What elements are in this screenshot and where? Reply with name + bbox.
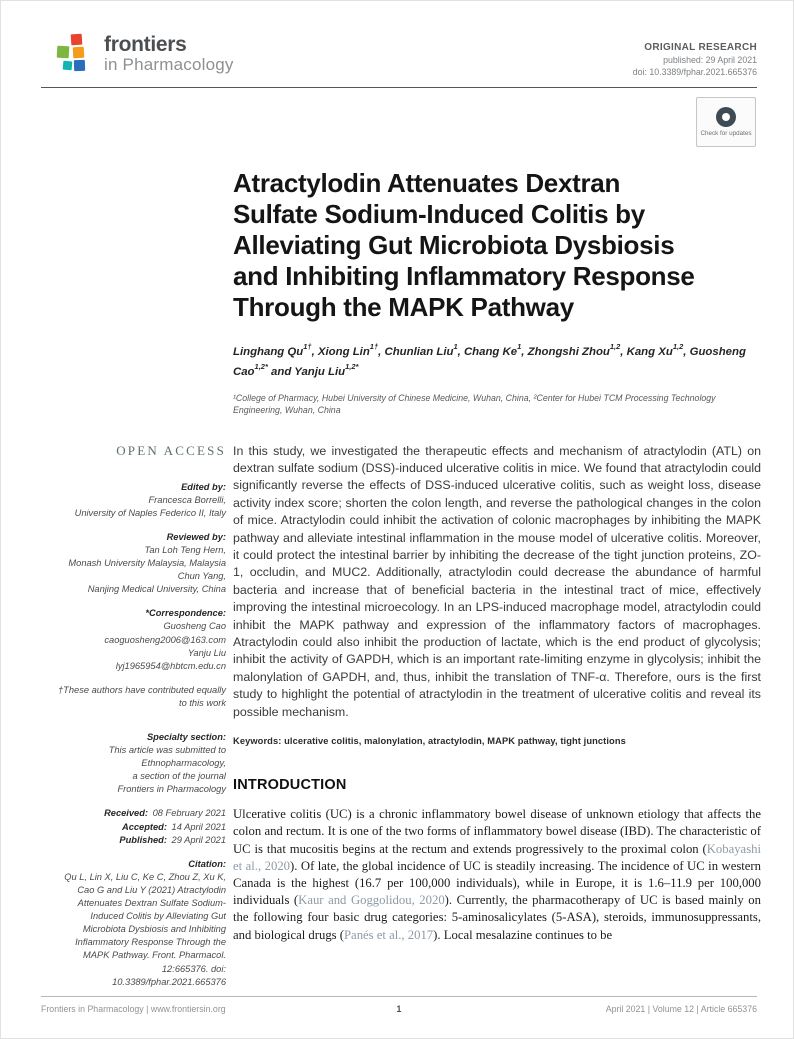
correspondent-email-link[interactable]: caoguosheng2006@163.com [104, 634, 226, 645]
citation-text: Qu L, Lin X, Liu C, Ke C, Zhou Z, Xu K, Cao G and Liu Y (2021) Atractylodin Attenuates Dextran Sulfate Sodium-Induced Colitis by Alleviating Gut Microbiota Dysbiosis and Inhibiting Inflammatory Response Through the MAPK Pathway. Front. Pharmacol. 12:665376. doi: 10.3389/fphar.2021.665376 [64, 871, 226, 987]
body-text: ). Local mesalazine continues to be [433, 927, 613, 942]
author-name: Linghang Qu [233, 345, 304, 358]
correspondent-email-link[interactable]: lyj1965954@hbtcm.edu.cn [115, 660, 226, 671]
frontiers-logo [56, 34, 234, 76]
citation-block [56, 858, 226, 989]
correspondent-name: Yanju Liu [187, 647, 226, 658]
title-line-3: Alleviating Gut Microbiota Dysbiosis [233, 230, 675, 260]
title-line-4: and Inhibiting Inflammatory Response [233, 261, 695, 291]
published-date: published: 29 April 2021 [663, 55, 757, 65]
author-name: , Zhongshi Zhou [521, 345, 610, 358]
header-divider [41, 87, 757, 88]
author-name: , Kang Xu [620, 345, 673, 358]
citation-link[interactable]: Kaur and Goggolidou, 2020 [298, 893, 445, 908]
author-affiliation-marker: 1,2* [345, 361, 359, 371]
edited-by-label: Edited by: [181, 481, 226, 492]
citation-link[interactable]: Kobayashi et al., 2020 [233, 841, 761, 873]
check-for-updates-badge[interactable] [696, 97, 756, 147]
editor-name: Francesca Borrelli, [148, 494, 226, 505]
reviewer-affiliation: Monash University Malaysia, Malaysia [68, 558, 226, 569]
reviewer-name: Tan Loh Teng Hern, [144, 544, 226, 555]
specialty-label: Specialty section: [146, 732, 226, 742]
published-label: Published: [119, 834, 167, 845]
abstract-text: In this study, we investigated the therapeutic effects and mechanism of atractylodin (ATL) on dextran sulfate sodium (DSS)-induced ulcerative colitis in mice. We found that atractylodin could significantly reverse the effects of DSS-induced ulcerative colitis, such as weight loss, disease activity index score; shorten the colon length, and reverse the pathological changes in the colon of mice. Atractylodin could inhibit the activation of colonic macrophages by inhibiting the MAPK pathway and alleviate intestinal inflammation in the mouse model of ulcerative colitis. Moreover, it could protect the intestinal barrier by inhibiting the decrease of the tight junction proteins, ZO-1, occludin, and MUC2. Additionally, atractylodin could decrease the abundance of harmful bacteria and increase that of beneficial bacteria in the intestinal tract of mice, effectively improving the intestinal microecology. In an LPS-induced macrophage model, atractylodin could inhibit the MAPK pathway and expression of the inflammatory factors of macrophages. Atractylodin could also inhibit the production of lactate, which is the end product of glycolysis; inhibit the activity of GAPDH, which is an important rate-limiting enzyme in glycolysis; inhibit the malonylation of GAPDH, and, thus, inhibit the translation of TNF-α. Therefore, ours is the first study to highlight the potential of atractylodin in the treatment of ulcerative colitis and reveal its possible mechanism. [233, 443, 761, 719]
footer-issue: April 2021 | Volume 12 | Article 665376 [605, 1004, 757, 1014]
history-dates-block [56, 807, 226, 846]
crossmark-icon [716, 107, 736, 127]
author-affiliation-marker: 1† [303, 342, 312, 351]
author-name: , Chang Ke [457, 345, 518, 358]
author-list [233, 340, 759, 380]
correspondence-label: *Correspondence: [145, 608, 226, 619]
frontiers-cubes-icon [56, 34, 96, 76]
author-affiliation-marker: 1,2 [672, 342, 684, 351]
affiliations: ¹College of Pharmacy, Hubei University of Chinese Medicine, Wuhan, China, ²Center for Hubei TCM Processing Technology Engineering, Wuhan, China [233, 392, 716, 416]
title-line-1: Atractylodin Attenuates Dextran [233, 168, 621, 198]
author-name: , Guosheng Cao [233, 345, 746, 378]
body-text: ). Currently, the pharmacotherapy of UC is based mainly on the following four basic drug categories: 5-aminosalicylates (5-ASA), steroids, immunosuppressants, and biological drugs ( [233, 893, 761, 942]
reviewed-by-block [56, 531, 226, 596]
body-text: ). Of late, the global incidence of UC is steadily increasing. The incidence of UC in western Canada is the highest (16.7 per 100,000 individuals), while in Europe, it is 1.6–11.9 per 100,000 individuals ( [233, 858, 761, 908]
keywords-line: Keywords: ulcerative colitis, malonylation, atractylodin, MAPK pathway, tight junctions [233, 736, 626, 747]
author-affiliation-marker: 1,2* [254, 361, 268, 371]
citation-label: Citation: [188, 858, 226, 869]
author-affiliation-marker: 1 [453, 342, 458, 351]
page-title [233, 168, 759, 323]
title-block [233, 168, 759, 417]
editor-affiliation: University of Naples Federico II, Italy [74, 507, 226, 518]
article-type: ORIGINAL RESEARCH [644, 42, 757, 53]
main-column [233, 443, 761, 1000]
article-info-sidebar [56, 443, 226, 1000]
footer-journal: Frontiers in Pharmacology | www.frontiersin.org [41, 1004, 226, 1014]
introduction-paragraph [233, 806, 761, 944]
title-line-5: Through the MAPK Pathway [233, 292, 574, 322]
logo-subtitle: in Pharmacology [104, 55, 234, 74]
equal-contribution-note: †These authors have contributed equally to this work [58, 684, 226, 708]
accepted-label: Accepted: [122, 821, 167, 832]
check-updates-label: Check for updates [700, 130, 752, 137]
reviewed-by-label: Reviewed by: [166, 531, 226, 542]
correspondent-name: Guosheng Cao [163, 621, 226, 632]
title-line-2: Sulfate Sodium-Induced Colitis by [233, 199, 645, 229]
author-name: , Chunlian Liu [378, 345, 454, 358]
journal-header [1, 1, 793, 87]
specialty-section-block: Specialty section: This article was submitted to Ethnopharmacology, a section of the journal Frontiers in Pharmacology [56, 731, 226, 796]
author-name: and Yanju Liu [267, 365, 346, 378]
reviewer-name: Chun Yang, [177, 571, 226, 582]
publication-meta [633, 34, 757, 77]
edited-by-block [56, 481, 226, 520]
received-label: Received: [104, 808, 149, 819]
published-date-sidebar: 29 April 2021 [171, 834, 226, 845]
reviewer-affiliation: Nanjing Medical University, China [87, 584, 226, 595]
logo-title: frontiers [104, 33, 187, 56]
author-name: , Xiong Lin [311, 345, 370, 358]
page-footer [41, 996, 757, 1014]
author-affiliation-marker: 1† [369, 342, 379, 351]
body-columns [56, 443, 759, 1000]
accepted-date: 14 April 2021 [171, 821, 226, 832]
page-number: 1 [396, 1004, 402, 1014]
author-affiliation-marker: 1,2 [609, 342, 621, 351]
logo-wordmark [104, 34, 234, 74]
citation-link[interactable]: Panés et al., 2017 [344, 927, 434, 942]
open-access-label: OPEN ACCESS [116, 442, 226, 458]
introduction-heading: INTRODUCTION [233, 777, 347, 794]
received-date: 08 February 2021 [152, 808, 226, 819]
doi-text: doi: 10.3389/fphar.2021.665376 [632, 67, 757, 77]
correspondence-block [56, 607, 226, 672]
body-text: Ulcerative colitis (UC) is a chronic inflammatory bowel disease of unknown etiology that affects the colon and rectum. It is one of the two forms of inflammatory bowel disease (IBD). The characteristic of UC is that mucositis begins at the rectum and extends progressively to the proximal colon ( [233, 807, 761, 856]
author-affiliation-marker: 1 [517, 342, 522, 351]
